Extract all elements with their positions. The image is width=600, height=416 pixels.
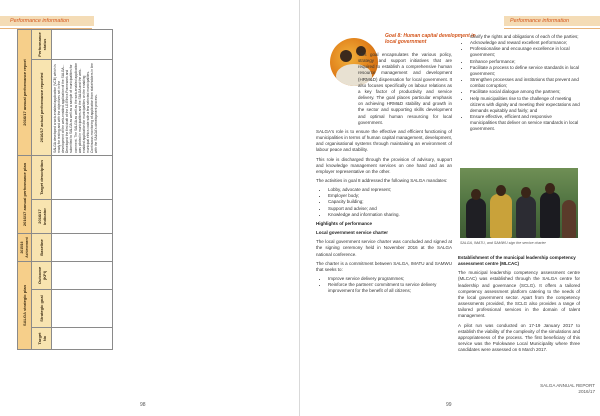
list-item: • Enhance performance; [470, 59, 580, 65]
mlcac-paragraph-1: The municipal leadership competency assessment centre (MLCAC) was established through the SALGA centre for leadership and governance (SCLG). It offers a tailored competency assessment platform catering to the needs of the local government sector. Apart from the competency assessments provided, the SCLG also provides a range of tailored professional services in the domain of talent management. [458, 270, 580, 319]
left-page-header: Performance information [0, 16, 94, 26]
list-item: • Acknowledge and reward excellent performance; [470, 40, 580, 46]
list-item: • Lobby, advocate and represent; [328, 187, 452, 193]
photo-person-head [545, 183, 555, 194]
list-item: • Capacity building; [328, 199, 452, 205]
mlcac-paragraph-2: A pilot run was conducted on 17-19 January 2017 to establish the viability of the complexity of the simulations and appropriateness of the process. The first beneficiary of this service was the Polokwane Local Municipality where three candidates were assessed on 6 March 2017. [458, 322, 580, 353]
list-item: • Reinforce the partners' commitment to service delivery improvement for the benefit of all citizens; [328, 282, 452, 294]
list-item: • Employer body; [328, 193, 452, 199]
table-header-actual-performance: 2016/17 actual performance reported [32, 59, 52, 155]
charter-paragraph: The local government service charter was concluded and signed at the signing ceremony held in November 2016 at the SALGA national conference. [316, 239, 452, 257]
list-item: • Facilitate social dialogue among the partners; [470, 89, 580, 95]
charter-heading: Local government service charter [316, 230, 389, 236]
mandates-list [316, 187, 452, 218]
right-page-number: 99 [446, 402, 452, 408]
charter-seeks-paragraph: The charter is a commitment between SALGA, IMATU and SAMWU that seeks to: [316, 260, 452, 272]
performance-table [17, 30, 113, 350]
photo-person [490, 194, 512, 238]
list-item: • Strengthen processes and institutions that prevent and combat corruption; [470, 77, 580, 89]
table-header-outcome: Outcome (KPI) [32, 262, 52, 290]
table-cell [52, 200, 113, 234]
table-category-achievement: 2015/16 Achievement [18, 234, 32, 262]
charter-objectives-list [458, 34, 580, 133]
right-column-2-lower [458, 253, 580, 356]
table-category-strategic-plan: SALGA strategic plan [18, 262, 32, 350]
report-footer: SALGA ANNUAL REPORT 2016/17 [540, 383, 595, 394]
list-item: • Help municipalities rise to the challenge of meeting citizens with dignity and meeting their expectations and demands equitably and fairly; and [470, 96, 580, 114]
actual-performance-text-1: SALGA developed a web-enabled application (VCB) which is ready for testing and with the objectives set in the development of the web-enabled application of the SALGA... [53, 64, 66, 153]
list-item: • Support and advise; and [328, 206, 452, 212]
table-header-indicator: 2016/17 Indicator [32, 200, 52, 234]
goal-caption: Goal 8: Human capital development in local government [385, 33, 476, 46]
actual-performance-text-2: Developed the first draft of the LG Ethics Framework and submitted to SALGA as well as a sample of municipalities for comment. The SALGA as well as the web-enabled application was piloted in municipalities and the SALGA and the web-enabled application for municipalities on the enabling municipal ethics code with a few selected municipalities. [65, 62, 90, 153]
right-header-rule [504, 28, 600, 29]
role-discharge-paragraph: This role is discharged through the provision of advisory, support and knowledge management services on one hand and as an employer representative on the other. [316, 156, 452, 174]
mandates-intro: The activities in goal 8 addressed the following SALGA mandates: [316, 177, 448, 183]
table-header-target-description: Target description [32, 155, 52, 199]
table-cell [52, 234, 113, 262]
table-header-performance-status: Performance status [32, 29, 52, 59]
right-column-1 [316, 52, 452, 297]
charter-list [316, 276, 452, 294]
mlcac-heading: Establishment of the municipal leadership competency assessment centre (MLCAC) [458, 255, 576, 267]
list-item: • Knowledge and information sharing. [328, 212, 452, 218]
table-cell-actual-performance [52, 59, 113, 155]
list-item: • Professionalise and encourage excellence in local government; [470, 46, 580, 58]
table-category-apr: 2016/17 annual performance report [18, 29, 32, 155]
photo-person [466, 198, 486, 238]
list-item: • Facilitate a process to define service standards in local government; [470, 65, 580, 77]
table-cell [52, 328, 113, 350]
table-category-app: 2016/17 annual performance plan [18, 155, 32, 233]
actual-performance-text-3: Continuous monitoring of application from stakeholders in line with the SALGA's development process. [89, 63, 99, 153]
right-page-header: Performance information [504, 16, 600, 26]
table-header-target-no: Target No [32, 328, 52, 350]
photo-person-head [521, 187, 531, 198]
salga-role-paragraph: SALGA's role is to ensure the effective and efficient functioning of municipalities in terms of human capital management, development, and organisational systems through maintaining an environment of labour peace and stability. [316, 128, 452, 153]
table-cell [52, 29, 113, 59]
photo-person-head [471, 189, 481, 200]
list-item: • Ensure effective, efficient and responsive municipalities that deliver on service standards in local government. [470, 114, 580, 132]
highlights-heading: Highlights of performance [316, 220, 373, 226]
list-item: • Clarify the rights and obligations of each of the parties; [470, 34, 580, 40]
photo-person [562, 200, 576, 238]
photo-person [516, 196, 536, 238]
list-item: • Improve service delivery programmes; [328, 276, 452, 282]
table-cell [52, 155, 113, 199]
service-charter-photo [460, 168, 578, 238]
photo-person [540, 192, 560, 238]
table-header-strategic-goal: Strategic goal [32, 290, 52, 328]
table-header-baseline: Baseline [32, 234, 52, 262]
right-column-2 [458, 34, 580, 133]
photo-person-head [496, 185, 506, 196]
table-cell [52, 262, 113, 290]
table-cell [52, 290, 113, 328]
left-page-number: 98 [140, 402, 146, 408]
goal-intro-paragraph: This goal encapsulates the various policy, strategy and support initiatives that are required to establish a comprehensive human resource management and development (HRM&D) dispensation for local government. It also focuses specifically on labour relations as a key factor of productivity and service delivery. The goal places particular emphasis on achieving HRM&D stability and growth in the sector and supporting skills development and optimal human resourcing for local government. [358, 52, 452, 125]
photo-caption: SALGA, IMATU, and SAMWU sign the service charter [460, 241, 546, 245]
